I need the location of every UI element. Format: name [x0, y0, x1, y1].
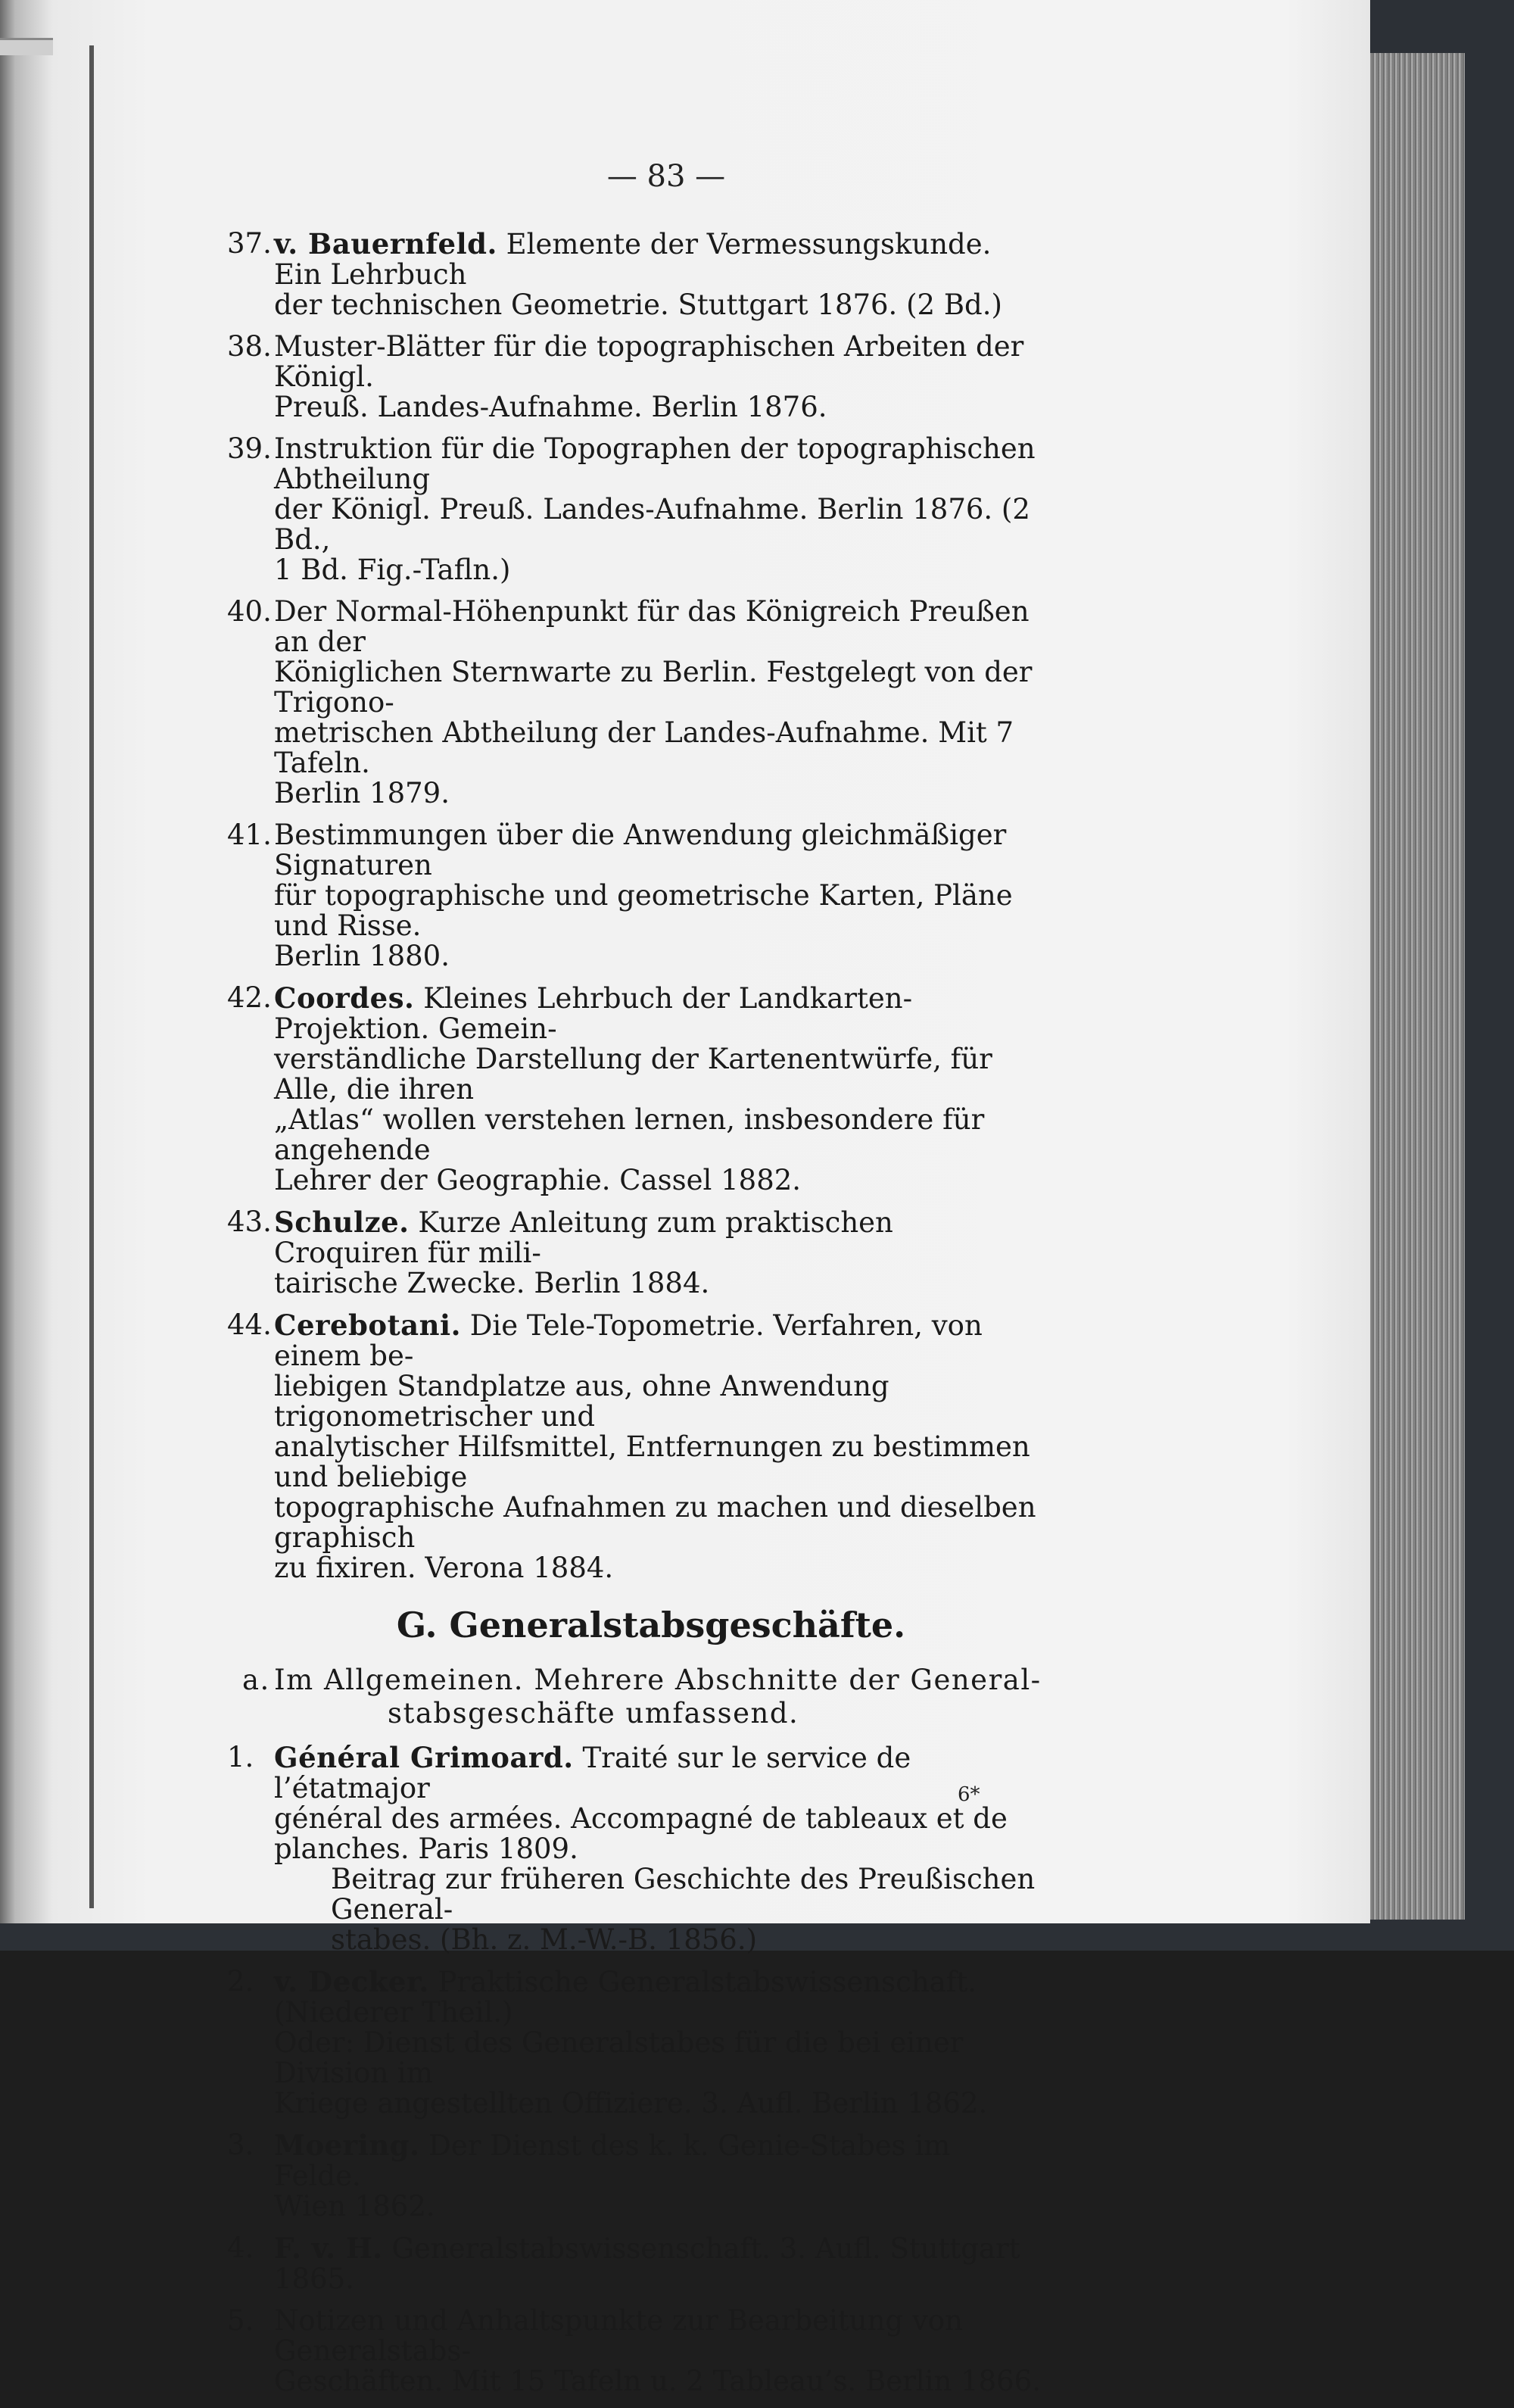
entry-text-line: planches. Paris 1809. — [274, 1833, 578, 1865]
entry-text-line: der Königl. Preuß. Landes-Aufnahme. Berlin 1876. (2 Bd., — [274, 493, 1030, 556]
entry-text-line: Die Tele-Topometrie. Verfahren, von einem be- — [274, 1309, 983, 1372]
entry-text-line: Der Normal-Höhenpunkt für das Königreich Preußen an der — [274, 595, 1030, 658]
entry-author: Moering. — [274, 2129, 420, 2162]
entry-text-line: topographische Aufnahmen zu machen und dieselben graphisch — [274, 1491, 1036, 1554]
bibliography-entry — [227, 1310, 1045, 1583]
entry-text-line: Traité sur le service de l’étatmajor — [274, 1742, 911, 1804]
bibliography-entry — [227, 1967, 1045, 2119]
entry-text-line: metrischen Abtheilung der Landes-Aufnahme. Mit 7 Tafeln. — [274, 716, 1014, 779]
entry-author: v. Decker. — [274, 1965, 429, 1998]
entry-text-line: tairische Zwecke. Berlin 1884. — [274, 1267, 710, 1299]
entry-author: Cerebotani. — [274, 1308, 461, 1342]
bibliography-entry — [227, 332, 1045, 423]
entry-number: 1. — [227, 1741, 254, 1773]
entry-text-line: Notizen und Anhaltspunkte zur Bearbeitung von Generalstabs- — [274, 2304, 963, 2367]
section-heading: G. Generalstabsgeschäfte. — [396, 1605, 906, 1645]
bibliography-entry — [227, 1742, 1045, 1955]
subsection-heading — [227, 1664, 1045, 1730]
entry-text-line: Lehrer der Geographie. Cassel 1882. — [274, 1164, 802, 1196]
entry-number: 4. — [227, 2232, 254, 2264]
entry-text-line: der technischen Geometrie. Stuttgart 1876. (2 Bd.) — [274, 289, 1002, 321]
entry-author: v. Bauernfeld. — [274, 227, 497, 260]
page-gutter — [89, 45, 94, 1908]
subsection-line: stabsgeschäfte umfassend. — [388, 1697, 799, 1730]
entry-number: 40. — [227, 595, 272, 628]
entry-text-line: Oder: Dienst des Generalstabes für die bei einer Division im — [274, 2026, 964, 2089]
bibliography-entry — [227, 434, 1045, 585]
bibliography-entry — [227, 1207, 1045, 1299]
entry-number: 42. — [227, 981, 272, 1014]
entry-text-line: Generalstabswissenschaft. 3. Aufl. Stuttgart 1865. — [274, 2232, 1020, 2295]
entry-author: F. v. H. — [274, 2232, 383, 2265]
bibliography-entry — [227, 2306, 1045, 2397]
entry-text-line: Wien 1862. — [274, 2190, 435, 2222]
entry-text-line: analytischer Hilfsmittel, Entfernungen zu bestimmen und beliebige — [274, 1430, 1030, 1493]
bibliography-entry — [227, 983, 1045, 1196]
entry-number: 38. — [227, 330, 272, 363]
entry-text-line: liebigen Standplatze aus, ohne Anwendung trigonometrischer und — [274, 1370, 889, 1433]
entry-text-line: „Atlas“ wollen verstehen lernen, insbesondere für angehende — [274, 1103, 985, 1166]
page-content — [227, 229, 1045, 2408]
entry-text-line: für topographische und geometrische Karten, Pläne und Risse. — [274, 879, 1013, 942]
entry-number: 3. — [227, 2129, 254, 2161]
entry-text-line: 1 Bd. Fig.-Tafln.) — [274, 554, 511, 586]
bibliography-entry — [227, 2130, 1045, 2222]
entry-number: 37. — [227, 227, 272, 260]
entry-number: 5. — [227, 2304, 254, 2337]
entry-text-line: Berlin 1880. — [274, 940, 450, 972]
entry-number: 43. — [227, 1206, 272, 1238]
entry-text-line: Kleines Lehrbuch der Landkarten-Projektion. Gemein- — [274, 982, 913, 1045]
entry-text-line: Der Dienst des k. k. Genie-Stabes im Felde. — [274, 2129, 951, 2192]
bibliography-entry — [227, 2233, 1045, 2294]
entry-number: 41. — [227, 819, 272, 851]
bibliography-entry — [227, 229, 1045, 320]
page-edges — [1366, 53, 1465, 1920]
entry-text-line: Praktische Generalstabswissenschaft. (Niederer Theil.) — [274, 1966, 977, 2029]
entry-text-line: Elemente der Vermessungskunde. Ein Lehrbuch — [274, 228, 992, 291]
subsection-line: Im Allgemeinen. Mehrere Abschnitte der General- — [274, 1664, 1042, 1696]
entry-author: Schulze. — [274, 1206, 410, 1239]
entry-note-line: Beitrag zur früheren Geschichte des Preußischen General- — [331, 1863, 1036, 1926]
bibliography-entry — [227, 820, 1045, 972]
entry-author: Coordes. — [274, 981, 415, 1015]
entry-text-line: Kurze Anleitung zum praktischen Croquiren für mili- — [274, 1206, 893, 1269]
entry-number: 44. — [227, 1308, 272, 1341]
entry-text-line: Preuß. Landes-Aufnahme. Berlin 1876. — [274, 391, 827, 423]
entry-text-line: Geschäften. Mit 15 Tafeln u. 2 Tableau’s. Berlin 1866. — [274, 2365, 1041, 2397]
entry-note-line: stabes. (Bh. z. M.-W.-B. 1856.) — [331, 1923, 758, 1956]
bookmark-ribbon — [0, 38, 53, 55]
entry-text-line: Instruktion für die Topographen der topographischen Abtheilung — [274, 432, 1036, 495]
subsection-label: a. — [242, 1664, 270, 1696]
entry-text-line: Muster-Blätter für die topographischen Arbeiten der Königl. — [274, 330, 1024, 393]
entry-number: 39. — [227, 432, 272, 465]
bibliography-entry — [227, 597, 1045, 809]
entry-text-line: Berlin 1879. — [274, 777, 450, 809]
book-cover-right — [1461, 0, 1514, 1951]
entry-author: Général Grimoard. — [274, 1741, 574, 1774]
entry-text-line: général des armées. Accompagné de tableaux et de — [274, 1802, 1008, 1835]
entry-text-line: verständliche Darstellung der Kartenentwürfe, für Alle, die ihren — [274, 1043, 992, 1106]
entry-note — [274, 1864, 1045, 1955]
entry-text-line: Kriege angestellten Offiziere. 3. Aufl. Berlin 1862. — [274, 2087, 988, 2119]
page-number: — 83 — — [606, 159, 726, 194]
entry-text-line: Königlichen Sternwarte zu Berlin. Festgelegt von der Trigono- — [274, 656, 1033, 719]
entry-text-line: zu fixiren. Verona 1884. — [274, 1552, 614, 1584]
signature-mark: 6* — [958, 1783, 980, 1806]
entry-number: 2. — [227, 1965, 254, 1998]
entry-text-line: Bestimmungen über die Anwendung gleichmäßiger Signaturen — [274, 819, 1007, 881]
